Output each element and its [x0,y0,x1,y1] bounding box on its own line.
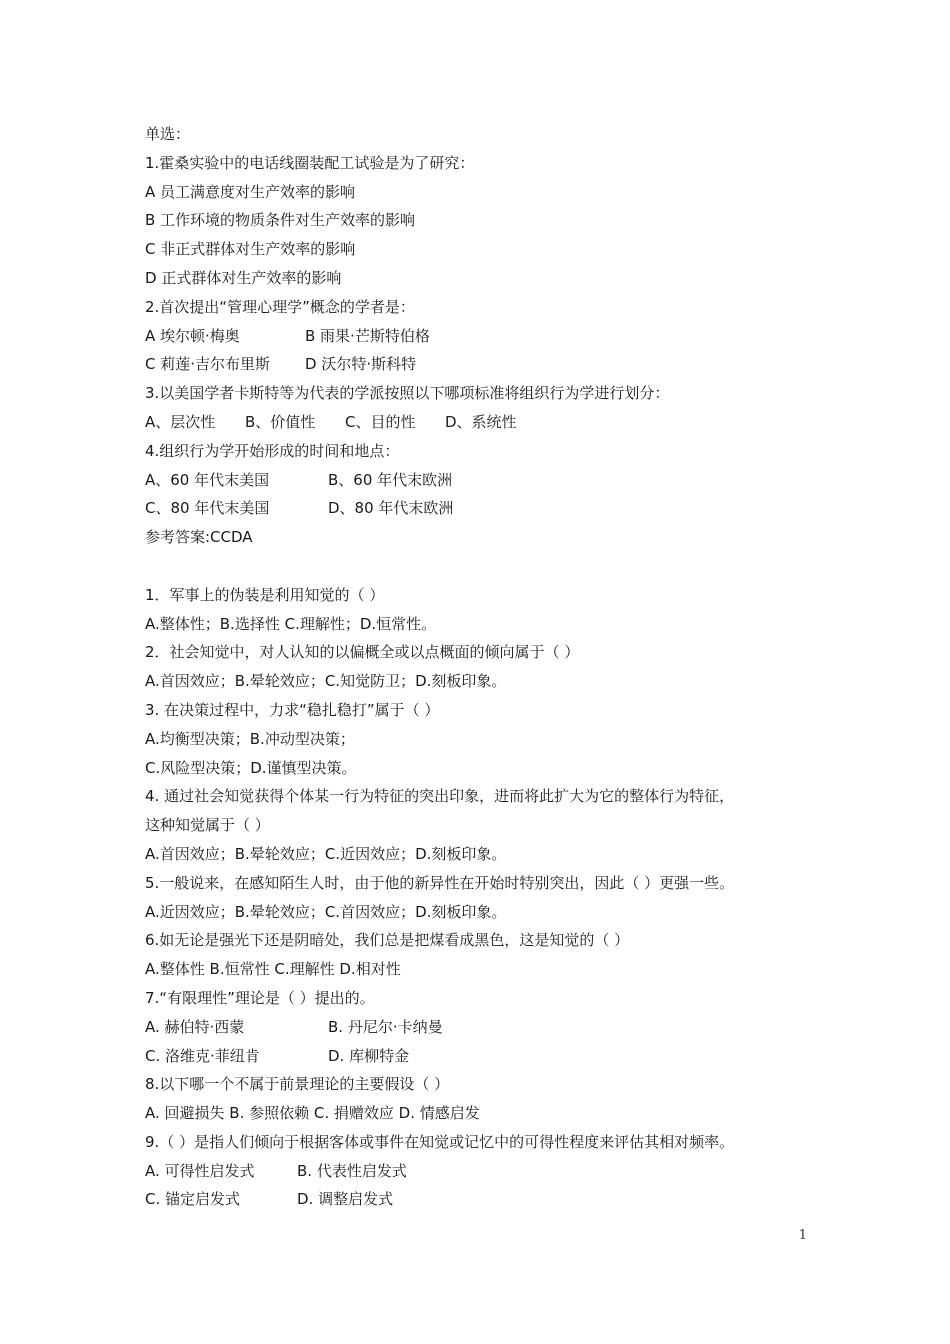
option-row [145,466,845,495]
option-row [145,322,845,351]
option-a: A. 可得性启发式 [145,1161,255,1180]
option-d: D 沃尔特·斯科特 [305,355,417,374]
option-a: A 埃尔顿·梅奥 [145,326,240,345]
question-stem: 3.以美国学者卡斯特等为代表的学派按照以下哪项标准将组织行为学进行划分： [145,384,670,403]
page-number: 1 [798,1228,807,1243]
option-row: A.近因效应；B.晕轮效应；C.首因效应；D.刻板印象。 [145,902,507,921]
option-row [145,408,845,437]
question-stem: 9.（ ）是指人们倾向于根据客体或事件在知觉或记忆中的可得性程度来评估其相对频率。 [145,1132,735,1151]
option-b: B. 代表性启发式 [297,1161,407,1180]
question-stem: 5.一般说来，在感知陌生人时，由于他的新异性在开始时特别突出，因此（ ）更强一些。 [145,873,735,892]
option-c: C 莉莲·吉尔布里斯 [145,355,271,374]
option-c: C、80 年代末美国 [145,499,270,518]
option-b: B、价值性 [245,412,316,431]
option-row: A. 回避损失 B. 参照依赖 C. 捐赠效应 D. 情感启发 [145,1104,480,1123]
section-heading: 单选： [145,125,191,143]
option-a: A. 赫伯特·西蒙 [145,1017,245,1036]
option-b: B 工作环境的物质条件对生产效率的影响 [145,211,416,230]
question-stem: 6.如无论是强光下还是阴暗处，我们总是把煤看成黑色，这是知觉的（ ） [145,931,630,950]
option-row: A.整体性；B.选择性 C.理解性；D.恒常性。 [145,614,437,633]
option-a: A 员工满意度对生产效率的影响 [145,182,356,201]
option-b: B. 丹尼尔·卡纳曼 [328,1017,443,1036]
option-c: C 非正式群体对生产效率的影响 [145,240,356,259]
option-row [145,494,845,523]
option-row: C.风险型决策；D.谨慎型决策。 [145,758,357,777]
option-d: D 正式群体对生产效率的影响 [145,268,342,287]
option-d: D. 调整启发式 [297,1190,394,1209]
option-c: C、目的性 [345,412,416,431]
question-stem: 4.组织行为学开始形成的时间和地点： [145,441,400,460]
question-stem: 1．军事上的伪装是利用知觉的（ ） [145,585,385,604]
question-stem: 8.以下哪一个不属于前景理论的主要假设（ ） [145,1075,450,1094]
option-d: D. 库柳特金 [328,1046,410,1065]
question-stem: 2.首次提出“管理心理学”概念的学者是： [145,297,415,316]
document-body [145,120,845,1214]
option-a: A、60 年代末美国 [145,470,270,489]
question-stem: 7.“有限理性”理论是（ ）提出的。 [145,988,375,1007]
question-stem-continued: 这种知觉属于（ ） [145,816,270,835]
option-row [145,1157,845,1186]
option-row [145,1013,845,1042]
option-row: A.首因效应；B.晕轮效应；C.近因效应；D.刻板印象。 [145,844,507,863]
option-b: B、60 年代末欧洲 [328,470,453,489]
blank-line [145,552,845,581]
answer-key: 参考答案:CCDA [145,528,253,547]
option-row: A.整体性 B.恒常性 C.理解性 D.相对性 [145,960,401,979]
option-a: A、层次性 [145,412,216,431]
option-row: A.均衡型决策；B.冲动型决策； [145,729,355,748]
option-row [145,350,845,379]
question-stem: 1.霍桑实验中的电话线圈装配工试验是为了研究： [145,153,475,172]
option-d: D、80 年代末欧洲 [328,499,454,518]
question-stem: 3. 在决策过程中，力求“稳扎稳打”属于（ ） [145,700,440,719]
option-d: D、系统性 [445,412,517,431]
option-row [145,1185,845,1214]
option-row: A.首因效应；B.晕轮效应；C.知觉防卫；D.刻板印象。 [145,672,507,691]
option-c: C. 锚定启发式 [145,1190,241,1209]
question-stem: 4. 通过社会知觉获得个体某一行为特征的突出印象，进而将此扩大为它的整体行为特征， [145,787,735,806]
option-b: B 雨果·芒斯特伯格 [305,326,430,345]
question-stem: 2．社会知觉中，对人认知的以偏概全或以点概面的倾向属于（ ） [145,643,580,662]
option-row [145,1042,845,1071]
option-c: C. 洛维克·菲纽肯 [145,1046,260,1065]
